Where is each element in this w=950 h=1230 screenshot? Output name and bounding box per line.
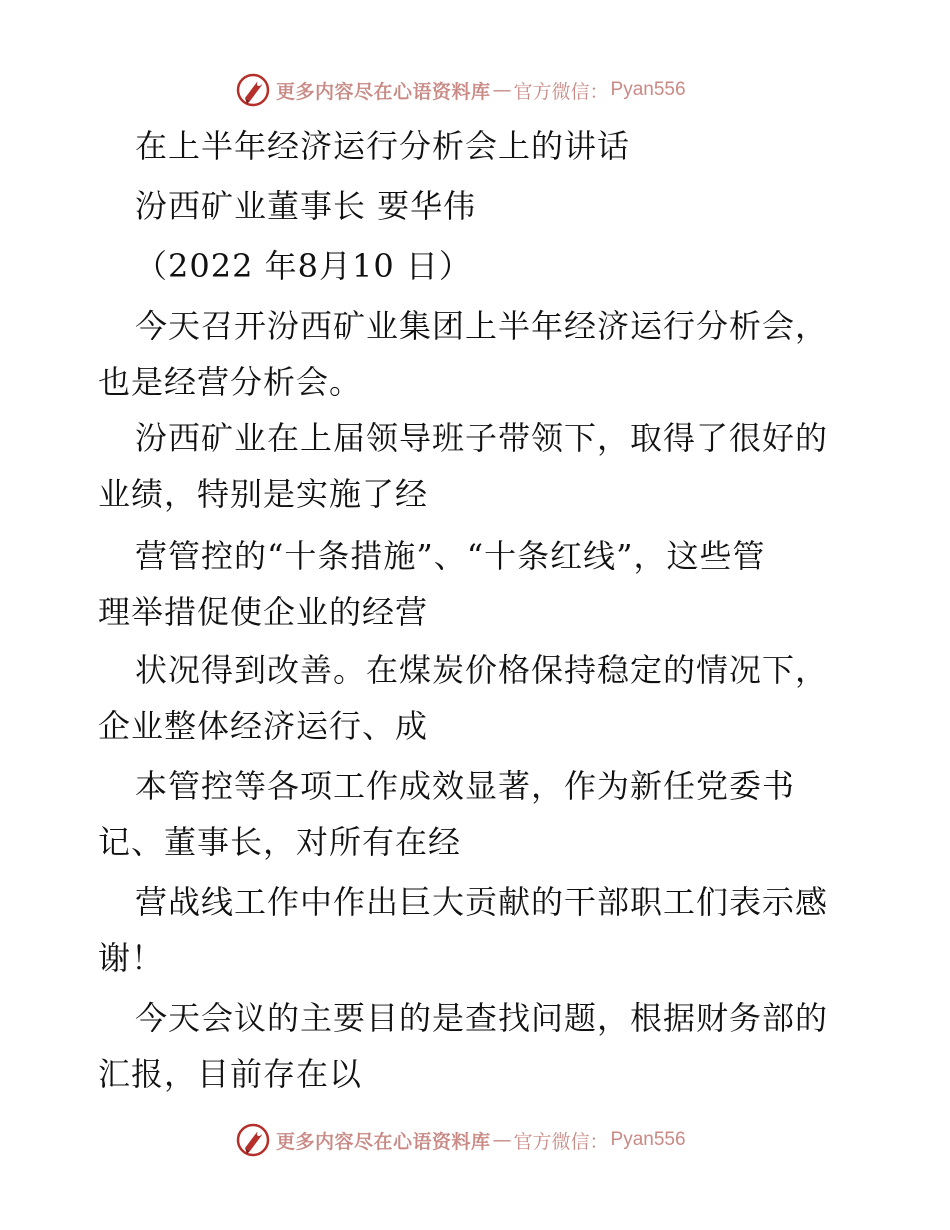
document-date: （2022 年8月10 日） <box>135 247 472 285</box>
banner-wechat-label: 官方微信： <box>513 1130 609 1153</box>
header-watermark-banner <box>236 72 686 108</box>
paragraph-line: 也是经营分析会。 <box>98 363 363 401</box>
paragraph-line: 理举措促使企业的经营 <box>98 593 429 631</box>
banner-wechat-label: 官方微信： <box>513 80 609 103</box>
paragraph-line: 谢！ <box>98 939 165 977</box>
document-title: 在上半年经济运行分析会上的讲话 <box>135 127 631 165</box>
pen-logo-icon <box>236 73 270 107</box>
document-speaker: 汾西矿业董事长 要华伟 <box>135 187 477 225</box>
paragraph-line: 业绩，特别是实施了经 <box>98 475 429 513</box>
paragraph-line: 企业整体经济运行、成 <box>98 707 429 745</box>
paragraph-line: 本管控等各项工作成效显著，作为新任党委书 <box>135 767 796 805</box>
paragraph-line: 今天召开汾西矿业集团上半年经济运行分析会， <box>135 307 829 345</box>
paragraph-line: 记、董事长，对所有在经 <box>98 823 462 861</box>
paragraph-line: 汇报，目前存在以 <box>98 1055 363 1093</box>
banner-text: 更多内容尽在心语资料库 <box>276 1130 491 1153</box>
paragraph-line: 今天会议的主要目的是查找问题，根据财务部的 <box>135 999 829 1037</box>
banner-dash: — <box>492 1129 512 1151</box>
banner-wechat-id: Pyan556 <box>610 1129 686 1150</box>
pen-logo-icon <box>236 1123 270 1157</box>
paragraph-line: 状况得到改善。在煤炭价格保持稳定的情况下， <box>135 651 829 689</box>
footer-watermark-banner <box>236 1122 686 1158</box>
paragraph-line: 营战线工作中作出巨大贡献的干部职工们表示感 <box>135 883 829 921</box>
paragraph-line: 营管控的“十条措施”、“十条红线”，这些管 <box>135 537 766 575</box>
banner-text: 更多内容尽在心语资料库 <box>276 80 491 103</box>
banner-wechat-id: Pyan556 <box>610 79 686 100</box>
banner-dash: — <box>492 79 512 101</box>
paragraph-line: 汾西矿业在上届领导班子带领下，取得了很好的 <box>135 419 829 457</box>
